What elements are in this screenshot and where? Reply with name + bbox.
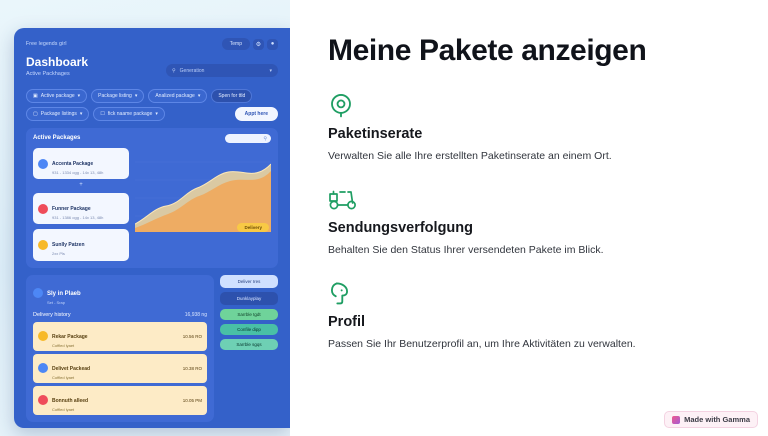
table-row[interactable] [33,354,207,383]
list-item[interactable] [33,193,129,224]
filter-chip-label: Spen for ttld [218,93,246,99]
filter-chip-pick-name-package[interactable] [93,107,164,121]
user-icon[interactable]: ● [267,39,278,50]
history-label: Delivery history [33,311,71,318]
page-title: Meine Pakete anzeigen [328,34,647,67]
package-list [33,148,129,261]
table-row[interactable] [33,322,207,351]
filter-chip-active-package[interactable] [26,89,87,103]
row-status: Coffled lyaet [52,374,75,380]
temp-badge[interactable]: Temp [222,38,250,50]
feature-body: Behalten Sie den Status Ihrer versendeten Pakete im Blick. [328,244,604,257]
mockup-subtitle: Active Packhages [26,71,70,77]
package-meta: 931 - 1386 ogg - 14x 13, 48h [52,215,104,221]
avatar [38,159,48,169]
filter-chip-spen-for-ttld[interactable] [211,89,252,103]
row-time: 10.05 PM [182,397,202,403]
package-name: Accenta Package [52,161,94,167]
row-status: Coffled lyaet [52,342,75,348]
list-item[interactable] [33,229,129,260]
small-button-1[interactable]: Sarrble tgdt [220,309,278,320]
packages-search-input[interactable] [225,134,271,143]
feature-paketinserate [328,90,740,164]
gear-icon[interactable]: ⚙ [253,39,264,50]
package-meta: 2xx Pls [52,251,65,257]
filter-row-2 [14,103,290,121]
mockup-search-input[interactable] [166,64,278,77]
user-subtitle: Set - Srap [47,299,66,305]
package-name: Funner Package [52,206,91,213]
active-packages-card [26,128,278,268]
mockup-eyebrow: Free legends girl [26,41,67,47]
feature-sendungsverfolgung [328,184,740,258]
search-placeholder: Generation [179,67,205,74]
row-time: 10.56 RO [182,333,202,339]
delivery-badge[interactable]: Delivery [237,223,269,232]
chevron-down-icon: ▾ [155,111,158,117]
plus-icon[interactable]: + [79,182,83,189]
filter-chip-label: Package listings [40,111,77,117]
feature-heading: Paketinserate [328,126,423,142]
box-icon: ☐ [100,111,105,117]
filter-chip-label: Package listing [98,93,132,99]
left-illustration-panel [0,0,290,436]
row-name: Rekar Package [52,333,88,340]
scooter-icon [328,184,740,214]
avatar [38,240,48,250]
dunklayplay-button[interactable]: Dunklayplay [220,292,278,305]
small-button-3[interactable]: Sarrble sgqs [220,339,278,350]
tag-icon: ▢ [33,111,38,117]
mockup-action-column [220,275,278,422]
active-packages-title: Active Packages [33,135,81,141]
feature-body: Passen Sie Ihr Benutzerprofil an, um Ihre Aktivitäten zu verwalten. [328,338,636,351]
delivery-history-card [26,275,214,422]
mockup-title: Dashboark [26,55,89,69]
row-time: 10.38 RO [182,365,202,371]
filter-row-1 [14,83,290,103]
avatar [38,331,48,341]
feature-heading: Sendungsverfolgung [328,220,473,237]
package-meta: 931 - 1334 ogg - 14x 13, 48h [52,170,104,175]
feature-body: Verwalten Sie alle Ihre erstellten Paketinserate an einem Ort. [328,150,612,162]
row-name: Bonnuth alleed [52,397,89,404]
deliver-button[interactable]: Deliver Ires [220,275,278,288]
search-icon: ⚲ [172,67,176,74]
filter-chip-package-listings[interactable] [26,107,89,121]
filter-icon: ▣ [33,93,38,99]
chevron-down-icon: ▾ [77,93,81,99]
avatar [33,288,43,298]
filter-chip-package-listing[interactable] [91,89,144,103]
search-icon: ⚲ [263,135,267,142]
chevron-down-icon: ▾ [269,67,272,74]
person-profile-icon [328,278,740,308]
filter-chip-analized-package[interactable] [148,89,207,103]
user-name: Sly in Plaeb [47,290,81,297]
content-panel [290,0,768,436]
feature-profil [328,278,740,352]
avatar [38,204,48,214]
row-name: Delivet Packead [52,365,91,372]
feature-heading: Profil [328,314,366,331]
made-with-gamma-label: Made with Gamma [684,415,750,424]
row-status: Coffled lyaet [52,406,75,412]
avatar [38,395,48,405]
made-with-gamma-badge[interactable] [664,411,758,428]
filter-chip-label: Analized package [155,93,195,99]
table-row[interactable] [33,386,207,415]
list-item[interactable] [33,148,129,179]
gamma-logo-icon [672,416,680,424]
history-value: 16,938 ng [184,311,207,318]
target-icon [328,90,740,120]
filter-chip-label: Active package [40,93,75,99]
area-chart [135,148,271,232]
chevron-down-icon: ▾ [197,93,201,99]
mockup-bottom-section [26,275,278,422]
appt-here-button[interactable]: Appt here [235,107,278,121]
package-name: Sunlly Patzen [52,242,85,249]
dashboard-mockup [14,28,290,428]
small-button-2[interactable]: Confile dipp [220,324,278,335]
chevron-down-icon: ▾ [79,111,83,117]
filter-chip-label: fick naame package [107,111,153,117]
avatar [38,363,48,373]
chevron-down-icon: ▾ [134,93,138,99]
